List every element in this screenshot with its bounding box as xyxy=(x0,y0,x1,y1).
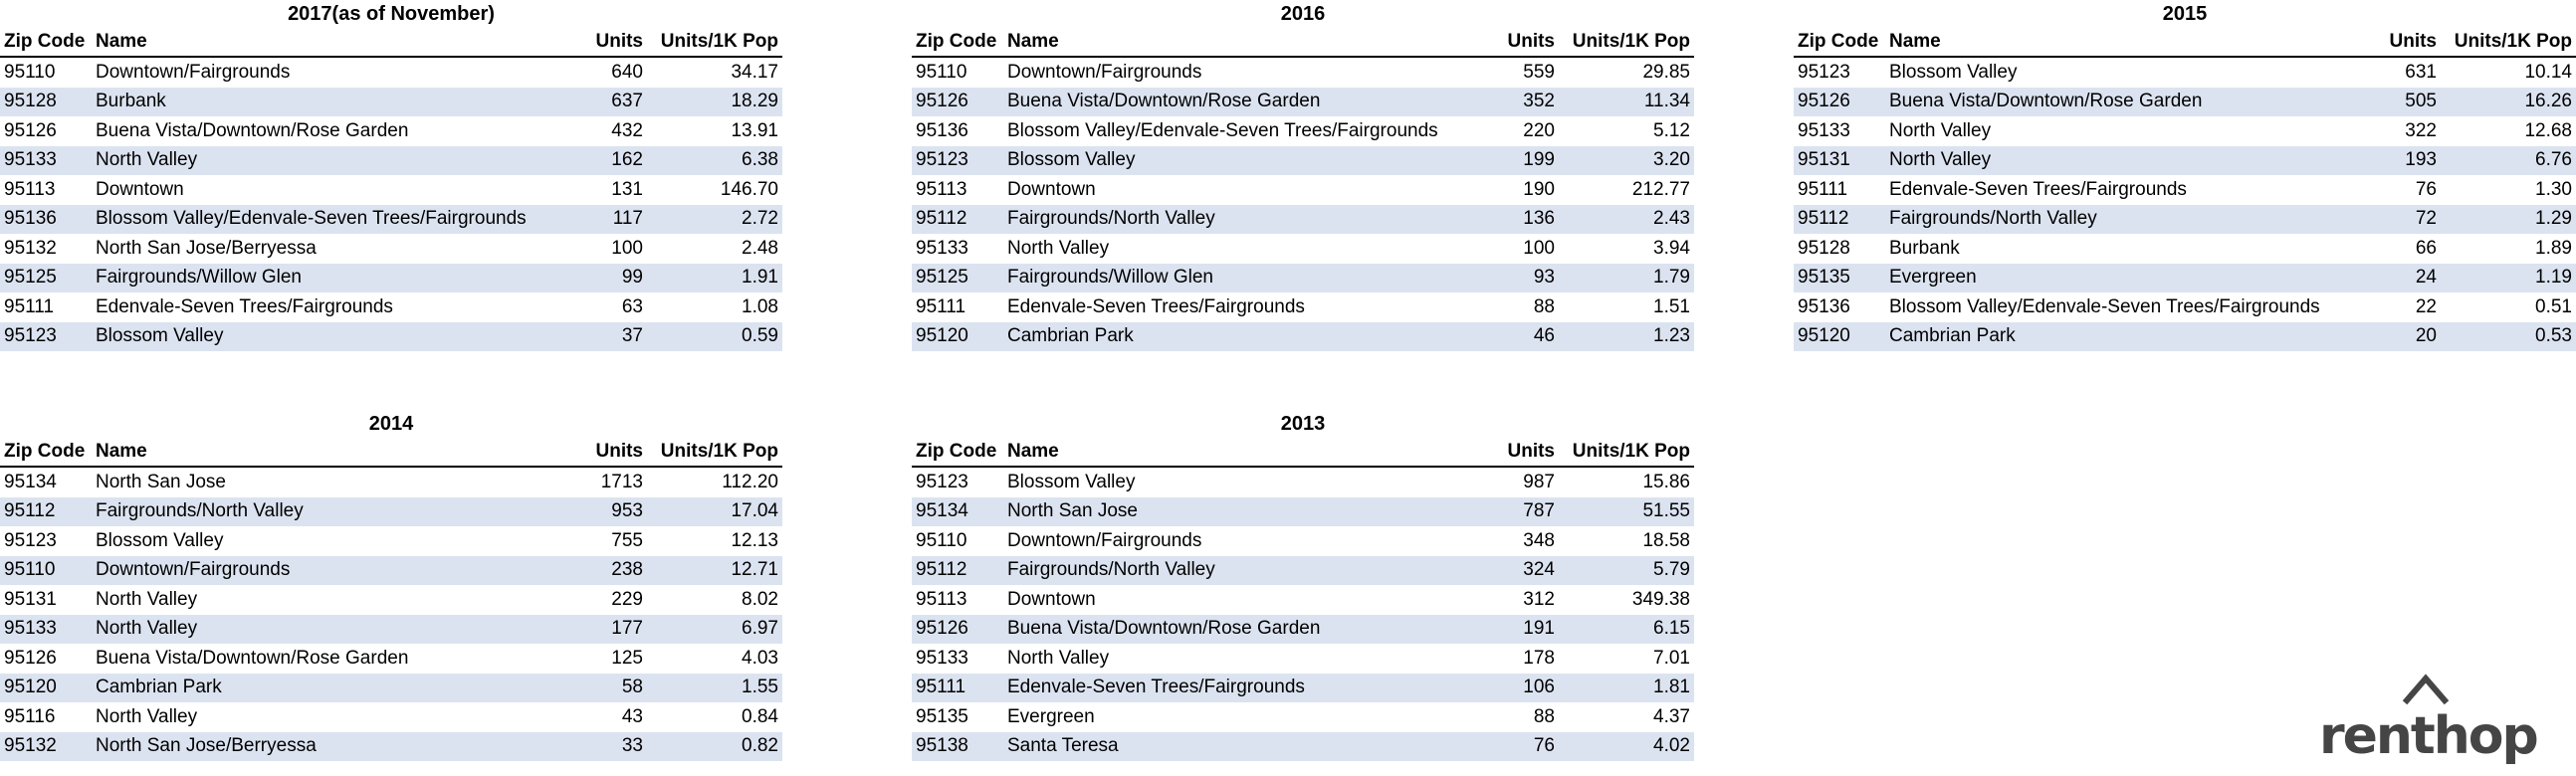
units-cell: 72 xyxy=(2353,205,2441,235)
per-cell: 6.76 xyxy=(2441,146,2576,176)
table-row xyxy=(1794,205,2576,235)
zip-code-header: Zip Code xyxy=(0,28,92,57)
units-per-1k-header: Units/1K Pop xyxy=(647,28,782,57)
per-cell: 2.72 xyxy=(647,205,782,235)
zip-cell: 95128 xyxy=(0,88,92,117)
table-row xyxy=(912,57,1694,88)
units-cell: 238 xyxy=(559,556,647,586)
zip-cell: 95120 xyxy=(0,674,92,703)
zip-cell: 95111 xyxy=(912,292,1003,322)
per-cell: 1.89 xyxy=(2441,234,2576,264)
table-row xyxy=(912,88,1694,117)
per-cell: 8.02 xyxy=(647,585,782,615)
data-table xyxy=(912,28,1694,351)
units-cell: 190 xyxy=(1471,175,1559,205)
table-row xyxy=(1794,264,2576,293)
table-row xyxy=(912,205,1694,235)
name-cell: Edenvale-Seven Trees/Fairgrounds xyxy=(1885,175,2353,205)
zip-cell: 95110 xyxy=(0,556,92,586)
zip-cell: 95123 xyxy=(1794,57,1885,88)
units-cell: 33 xyxy=(559,732,647,762)
table-row xyxy=(912,175,1694,205)
units-cell: 640 xyxy=(559,57,647,88)
name-cell: Blossom Valley xyxy=(1003,146,1471,176)
table-row xyxy=(0,556,782,586)
zip-cell: 95125 xyxy=(912,264,1003,293)
house-roof-icon xyxy=(2403,673,2449,702)
table-2014 xyxy=(0,410,782,761)
per-cell: 18.58 xyxy=(1559,526,1694,556)
per-cell: 18.29 xyxy=(647,88,782,117)
per-cell: 12.68 xyxy=(2441,116,2576,146)
zip-cell: 95132 xyxy=(0,732,92,762)
header-row xyxy=(0,28,782,57)
renthop-logo xyxy=(2319,673,2537,766)
name-cell: Blossom Valley xyxy=(92,526,559,556)
table-row xyxy=(912,467,1694,497)
units-cell: 229 xyxy=(559,585,647,615)
zip-cell: 95111 xyxy=(0,292,92,322)
name-cell: North San Jose/Berryessa xyxy=(92,234,559,264)
units-cell: 37 xyxy=(559,322,647,352)
units-cell: 193 xyxy=(2353,146,2441,176)
name-cell: North Valley xyxy=(92,146,559,176)
units-cell: 58 xyxy=(559,674,647,703)
name-cell: Cambrian Park xyxy=(92,674,559,703)
table-row xyxy=(912,702,1694,732)
per-cell: 12.71 xyxy=(647,556,782,586)
zip-cell: 95128 xyxy=(1794,234,1885,264)
table-row xyxy=(0,88,782,117)
name-header: Name xyxy=(1003,28,1471,57)
table-row xyxy=(912,556,1694,586)
name-cell: Cambrian Park xyxy=(1003,322,1471,352)
per-cell: 1.08 xyxy=(647,292,782,322)
name-cell: Buena Vista/Downtown/Rose Garden xyxy=(92,116,559,146)
zip-cell: 95111 xyxy=(912,674,1003,703)
name-cell: North Valley xyxy=(92,585,559,615)
per-cell: 0.53 xyxy=(2441,322,2576,352)
units-cell: 43 xyxy=(559,702,647,732)
zip-cell: 95112 xyxy=(912,205,1003,235)
per-cell: 6.15 xyxy=(1559,615,1694,645)
name-cell: North San Jose xyxy=(1003,497,1471,527)
zip-cell: 95136 xyxy=(0,205,92,235)
zip-code-header: Zip Code xyxy=(1794,28,1885,57)
units-per-1k-header: Units/1K Pop xyxy=(2441,28,2576,57)
name-cell: Buena Vista/Downtown/Rose Garden xyxy=(1003,88,1471,117)
zip-cell: 95126 xyxy=(912,615,1003,645)
name-cell: Evergreen xyxy=(1885,264,2353,293)
units-header: Units xyxy=(2353,28,2441,57)
units-cell: 631 xyxy=(2353,57,2441,88)
units-header: Units xyxy=(1471,28,1559,57)
name-cell: Blossom Valley/Edenvale-Seven Trees/Fairgrounds xyxy=(1003,116,1471,146)
per-cell: 1.79 xyxy=(1559,264,1694,293)
name-cell: North San Jose/Berryessa xyxy=(92,732,559,762)
per-cell: 3.94 xyxy=(1559,234,1694,264)
name-cell: Fairgrounds/North Valley xyxy=(1885,205,2353,235)
logo-wordmark: renthop xyxy=(2319,706,2537,766)
name-cell: Downtown/Fairgrounds xyxy=(1003,526,1471,556)
per-cell: 4.37 xyxy=(1559,702,1694,732)
zip-cell: 95131 xyxy=(1794,146,1885,176)
name-cell: Fairgrounds/North Valley xyxy=(1003,205,1471,235)
zip-cell: 95116 xyxy=(0,702,92,732)
header-row xyxy=(912,28,1694,57)
name-cell: North Valley xyxy=(1003,644,1471,674)
table-row xyxy=(0,674,782,703)
units-cell: 20 xyxy=(2353,322,2441,352)
per-cell: 212.77 xyxy=(1559,175,1694,205)
units-cell: 106 xyxy=(1471,674,1559,703)
name-cell: Blossom Valley xyxy=(92,322,559,352)
per-cell: 2.48 xyxy=(647,234,782,264)
units-cell: 177 xyxy=(559,615,647,645)
zip-cell: 95133 xyxy=(912,644,1003,674)
name-cell: Fairgrounds/North Valley xyxy=(92,497,559,527)
per-cell: 13.91 xyxy=(647,116,782,146)
per-cell: 0.84 xyxy=(647,702,782,732)
name-cell: Downtown/Fairgrounds xyxy=(92,57,559,88)
name-cell: Blossom Valley xyxy=(1003,467,1471,497)
name-cell: Edenvale-Seven Trees/Fairgrounds xyxy=(1003,292,1471,322)
zip-cell: 95126 xyxy=(0,116,92,146)
zip-cell: 95133 xyxy=(1794,116,1885,146)
name-cell: Blossom Valley xyxy=(1885,57,2353,88)
per-cell: 1.91 xyxy=(647,264,782,293)
per-cell: 4.03 xyxy=(647,644,782,674)
table-row xyxy=(912,644,1694,674)
name-cell: Downtown xyxy=(92,175,559,205)
table-row xyxy=(0,175,782,205)
table-row xyxy=(0,585,782,615)
name-cell: Buena Vista/Downtown/Rose Garden xyxy=(92,644,559,674)
zip-cell: 95136 xyxy=(1794,292,1885,322)
table-row xyxy=(0,702,782,732)
per-cell: 1.30 xyxy=(2441,175,2576,205)
units-cell: 22 xyxy=(2353,292,2441,322)
zip-cell: 95135 xyxy=(912,702,1003,732)
name-cell: Santa Teresa xyxy=(1003,732,1471,762)
units-cell: 505 xyxy=(2353,88,2441,117)
units-cell: 100 xyxy=(559,234,647,264)
table-row xyxy=(0,205,782,235)
units-cell: 76 xyxy=(2353,175,2441,205)
table-row xyxy=(912,615,1694,645)
per-cell: 112.20 xyxy=(647,467,782,497)
data-table xyxy=(0,438,782,761)
name-header: Name xyxy=(1885,28,2353,57)
table-row xyxy=(0,116,782,146)
units-cell: 787 xyxy=(1471,497,1559,527)
zip-cell: 95138 xyxy=(912,732,1003,762)
table-row xyxy=(0,732,782,762)
units-per-1k-header: Units/1K Pop xyxy=(1559,438,1694,467)
name-cell: North San Jose xyxy=(92,467,559,497)
table-row xyxy=(0,234,782,264)
units-header: Units xyxy=(559,28,647,57)
table-title: 2013 xyxy=(1280,413,1326,435)
table-row xyxy=(0,57,782,88)
per-cell: 1.23 xyxy=(1559,322,1694,352)
units-cell: 220 xyxy=(1471,116,1559,146)
name-cell: Downtown/Fairgrounds xyxy=(1003,57,1471,88)
units-cell: 953 xyxy=(559,497,647,527)
zip-cell: 95110 xyxy=(0,57,92,88)
units-header: Units xyxy=(1471,438,1559,467)
name-header: Name xyxy=(92,438,559,467)
table-row xyxy=(912,585,1694,615)
name-cell: Fairgrounds/North Valley xyxy=(1003,556,1471,586)
per-cell: 5.79 xyxy=(1559,556,1694,586)
name-cell: Buena Vista/Downtown/Rose Garden xyxy=(1003,615,1471,645)
zip-code-header: Zip Code xyxy=(912,438,1003,467)
table-2016 xyxy=(912,0,1694,351)
units-per-1k-header: Units/1K Pop xyxy=(1559,28,1694,57)
per-cell: 1.51 xyxy=(1559,292,1694,322)
per-cell: 15.86 xyxy=(1559,467,1694,497)
units-cell: 322 xyxy=(2353,116,2441,146)
units-cell: 162 xyxy=(559,146,647,176)
zip-cell: 95113 xyxy=(0,175,92,205)
units-cell: 987 xyxy=(1471,467,1559,497)
per-cell: 0.82 xyxy=(647,732,782,762)
units-cell: 348 xyxy=(1471,526,1559,556)
name-cell: Downtown xyxy=(1003,175,1471,205)
table-title: 2017(as of November) xyxy=(288,3,495,25)
zip-cell: 95131 xyxy=(0,585,92,615)
zip-cell: 95123 xyxy=(0,322,92,352)
name-cell: Buena Vista/Downtown/Rose Garden xyxy=(1885,88,2353,117)
per-cell: 146.70 xyxy=(647,175,782,205)
name-cell: Blossom Valley/Edenvale-Seven Trees/Fairgrounds xyxy=(1885,292,2353,322)
table-row xyxy=(1794,146,2576,176)
units-cell: 432 xyxy=(559,116,647,146)
zip-cell: 95133 xyxy=(0,146,92,176)
per-cell: 7.01 xyxy=(1559,644,1694,674)
units-cell: 66 xyxy=(2353,234,2441,264)
name-cell: North Valley xyxy=(1885,146,2353,176)
name-cell: North Valley xyxy=(1003,234,1471,264)
per-cell: 3.20 xyxy=(1559,146,1694,176)
zip-cell: 95135 xyxy=(1794,264,1885,293)
name-cell: Burbank xyxy=(1885,234,2353,264)
zip-code-header: Zip Code xyxy=(0,438,92,467)
name-cell: Fairgrounds/Willow Glen xyxy=(1003,264,1471,293)
zip-cell: 95113 xyxy=(912,585,1003,615)
units-cell: 312 xyxy=(1471,585,1559,615)
per-cell: 12.13 xyxy=(647,526,782,556)
units-cell: 637 xyxy=(559,88,647,117)
table-title: 2015 xyxy=(2162,3,2208,25)
table-row xyxy=(0,526,782,556)
zip-cell: 95123 xyxy=(912,146,1003,176)
per-cell: 0.51 xyxy=(2441,292,2576,322)
units-cell: 46 xyxy=(1471,322,1559,352)
units-cell: 117 xyxy=(559,205,647,235)
table-row xyxy=(1794,57,2576,88)
table-row xyxy=(0,146,782,176)
table-row xyxy=(1794,175,2576,205)
per-cell: 29.85 xyxy=(1559,57,1694,88)
table-row xyxy=(1794,116,2576,146)
per-cell: 0.59 xyxy=(647,322,782,352)
data-table xyxy=(1794,28,2576,351)
name-cell: Burbank xyxy=(92,88,559,117)
zip-cell: 95120 xyxy=(1794,322,1885,352)
zip-cell: 95123 xyxy=(0,526,92,556)
per-cell: 17.04 xyxy=(647,497,782,527)
zip-cell: 95134 xyxy=(0,467,92,497)
units-header: Units xyxy=(559,438,647,467)
table-row xyxy=(912,146,1694,176)
per-cell: 6.38 xyxy=(647,146,782,176)
zip-cell: 95112 xyxy=(1794,205,1885,235)
table-row xyxy=(912,322,1694,352)
zip-cell: 95133 xyxy=(912,234,1003,264)
units-cell: 191 xyxy=(1471,615,1559,645)
units-cell: 100 xyxy=(1471,234,1559,264)
table-row xyxy=(912,264,1694,293)
table-row xyxy=(0,615,782,645)
name-cell: Blossom Valley/Edenvale-Seven Trees/Fairgrounds xyxy=(92,205,559,235)
per-cell: 5.12 xyxy=(1559,116,1694,146)
name-cell: North Valley xyxy=(92,615,559,645)
table-row xyxy=(912,292,1694,322)
per-cell: 6.97 xyxy=(647,615,782,645)
name-cell: Fairgrounds/Willow Glen xyxy=(92,264,559,293)
units-cell: 125 xyxy=(559,644,647,674)
zip-cell: 95123 xyxy=(912,467,1003,497)
units-cell: 88 xyxy=(1471,292,1559,322)
units-cell: 1713 xyxy=(559,467,647,497)
zip-cell: 95111 xyxy=(1794,175,1885,205)
zip-cell: 95112 xyxy=(912,556,1003,586)
units-cell: 131 xyxy=(559,175,647,205)
zip-cell: 95110 xyxy=(912,57,1003,88)
units-cell: 99 xyxy=(559,264,647,293)
zip-cell: 95126 xyxy=(1794,88,1885,117)
name-cell: Edenvale-Seven Trees/Fairgrounds xyxy=(1003,674,1471,703)
zip-code-header: Zip Code xyxy=(912,28,1003,57)
per-cell: 349.38 xyxy=(1559,585,1694,615)
units-cell: 178 xyxy=(1471,644,1559,674)
table-title: 2016 xyxy=(1280,3,1326,25)
data-table xyxy=(0,28,782,351)
table-row xyxy=(0,292,782,322)
zip-cell: 95126 xyxy=(0,644,92,674)
table-row xyxy=(912,116,1694,146)
per-cell: 1.81 xyxy=(1559,674,1694,703)
units-cell: 755 xyxy=(559,526,647,556)
units-cell: 88 xyxy=(1471,702,1559,732)
table-row xyxy=(912,674,1694,703)
name-cell: Edenvale-Seven Trees/Fairgrounds xyxy=(92,292,559,322)
name-cell: North Valley xyxy=(1885,116,2353,146)
name-header: Name xyxy=(92,28,559,57)
name-cell: North Valley xyxy=(92,702,559,732)
table-row xyxy=(1794,88,2576,117)
units-per-1k-header: Units/1K Pop xyxy=(647,438,782,467)
per-cell: 1.29 xyxy=(2441,205,2576,235)
name-cell: Cambrian Park xyxy=(1885,322,2353,352)
table-row xyxy=(1794,234,2576,264)
table-title: 2014 xyxy=(368,413,414,435)
per-cell: 16.26 xyxy=(2441,88,2576,117)
table-row xyxy=(0,467,782,497)
table-row xyxy=(912,526,1694,556)
table-2015 xyxy=(1794,0,2576,351)
table-row xyxy=(1794,322,2576,352)
name-cell: Evergreen xyxy=(1003,702,1471,732)
zip-cell: 95112 xyxy=(0,497,92,527)
units-cell: 93 xyxy=(1471,264,1559,293)
table-2017 xyxy=(0,0,782,351)
zip-cell: 95113 xyxy=(912,175,1003,205)
zip-cell: 95126 xyxy=(912,88,1003,117)
per-cell: 11.34 xyxy=(1559,88,1694,117)
per-cell: 34.17 xyxy=(647,57,782,88)
per-cell: 2.43 xyxy=(1559,205,1694,235)
units-cell: 63 xyxy=(559,292,647,322)
units-cell: 76 xyxy=(1471,732,1559,762)
table-row xyxy=(0,264,782,293)
units-cell: 136 xyxy=(1471,205,1559,235)
name-cell: Downtown xyxy=(1003,585,1471,615)
zip-cell: 95133 xyxy=(0,615,92,645)
table-row xyxy=(1794,292,2576,322)
zip-cell: 95136 xyxy=(912,116,1003,146)
per-cell: 10.14 xyxy=(2441,57,2576,88)
units-cell: 24 xyxy=(2353,264,2441,293)
zip-cell: 95125 xyxy=(0,264,92,293)
data-table xyxy=(912,438,1694,761)
units-cell: 352 xyxy=(1471,88,1559,117)
units-cell: 324 xyxy=(1471,556,1559,586)
table-row xyxy=(912,732,1694,762)
per-cell: 1.19 xyxy=(2441,264,2576,293)
header-row xyxy=(1794,28,2576,57)
per-cell: 51.55 xyxy=(1559,497,1694,527)
zip-cell: 95110 xyxy=(912,526,1003,556)
units-cell: 559 xyxy=(1471,57,1559,88)
table-row xyxy=(0,644,782,674)
table-row xyxy=(912,234,1694,264)
header-row xyxy=(0,438,782,467)
header-row xyxy=(912,438,1694,467)
per-cell: 1.55 xyxy=(647,674,782,703)
table-row xyxy=(0,322,782,352)
table-2013 xyxy=(912,410,1694,761)
table-row xyxy=(0,497,782,527)
name-cell: Downtown/Fairgrounds xyxy=(92,556,559,586)
units-cell: 199 xyxy=(1471,146,1559,176)
zip-cell: 95132 xyxy=(0,234,92,264)
table-row xyxy=(912,497,1694,527)
name-header: Name xyxy=(1003,438,1471,467)
zip-cell: 95120 xyxy=(912,322,1003,352)
zip-cell: 95134 xyxy=(912,497,1003,527)
per-cell: 4.02 xyxy=(1559,732,1694,762)
